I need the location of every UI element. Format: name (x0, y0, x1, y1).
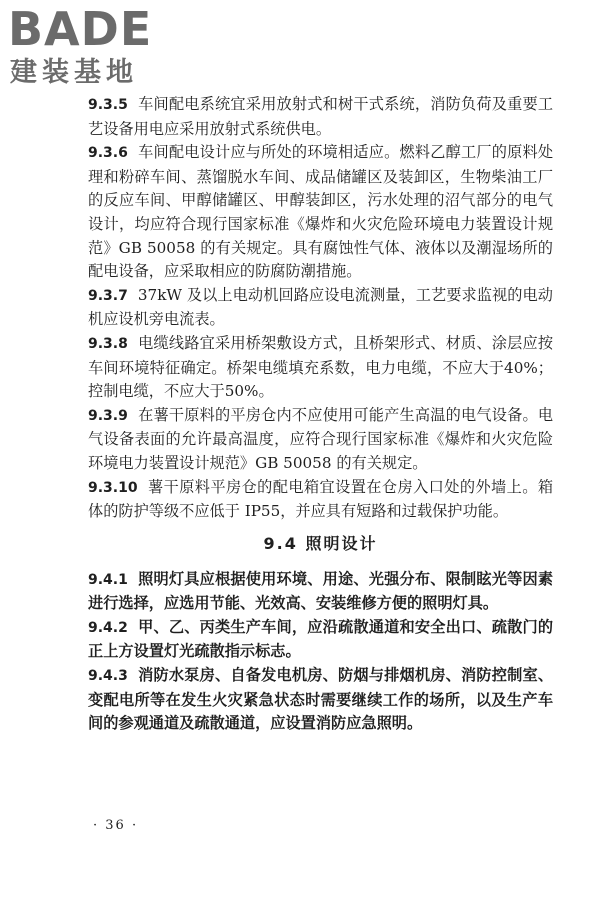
clause-number: 9.3.10 (88, 479, 138, 496)
clause-text: 消防水泵房、自备发电机房、防烟与排烟机房、消防控制室、变配电所等在发生火灾紧急状态时需要继续工作的场所，以及生产车间的参观通道及疏散通道，应设置消防应急照明。 (88, 666, 553, 733)
clause-text: 37kW 及以上电动机回路应设电流测量，工艺要求监视的电动机应设机旁电流表。 (88, 285, 553, 329)
clause-number: 9.3.7 (88, 287, 128, 304)
clause-number: 9.3.8 (88, 335, 128, 352)
clause-text: 电缆线路宜采用桥架敷设方式，且桥架形式、材质、涂层应按车间环境特征确定。桥架电缆填充系数，电力电缆，不应大于40%；控制电缆，不应大于50%。 (88, 333, 553, 401)
clause-number: 9.3.5 (88, 97, 128, 113)
clause-9-4-1 (88, 568, 553, 616)
clause-9-4-3 (88, 664, 553, 736)
clause-9-3-10 (88, 476, 553, 524)
clause-text: 甲、乙、丙类生产车间，应沿疏散通道和安全出口、疏散门的正上方设置灯光疏散指示标志。 (88, 617, 553, 661)
clause-text: 车间配电系统宜采用放射式和树干式系统，消防负荷及重要工艺设备用电应采用放射式系统供电。 (88, 95, 553, 138)
clause-text: 薯干原料平房仓的配电箱宜设置在仓房入口处的外墙上。箱体的防护等级不应低于 IP55，并应具有短路和过载保护功能。 (88, 477, 553, 521)
clause-text: 在薯干原料的平房仓内不应使用可能产生高温的电气设备。电气设备表面的允许最高温度，应符合现行国家标准《爆炸和火灾危险环境电力装置设计规范》GB 50058 的有关规定。 (88, 405, 553, 472)
clause-9-3-7 (88, 284, 553, 332)
page-number: · 36 · (93, 818, 139, 833)
clause-number: 9.4.1 (88, 571, 128, 588)
clause-9-3-9 (88, 404, 553, 476)
clause-9-3-8 (88, 332, 553, 404)
clause-text: 车间配电设计应与所处的环境相适应。燃料乙醇工厂的原料处理和粉碎车间、蒸馏脱水车间、成品储罐区及装卸区，生物柴油工厂的反应车间、甲醇储罐区、甲醇装卸区，污水处理的沼气部分的电气设计，均应符合现行国家标准《爆炸和火灾危险环境电力装置设计规范》GB 50058 的有关规定。具有腐蚀性气体、液体以及潮湿场所的配电设备，应采取相应的防腐防潮措施。 (88, 143, 553, 281)
clause-9-4-2 (88, 616, 553, 664)
clause-number: 9.4.3 (88, 668, 128, 685)
clause-number: 9.3.9 (88, 407, 128, 424)
clause-number: 9.4.2 (88, 619, 128, 636)
logo-wordmark: BADE (8, 2, 153, 56)
clause-9-3-5 (88, 93, 553, 141)
logo-subtitle: 建装基地 (10, 57, 138, 88)
clause-text: 照明灯具应根据使用环境、用途、光强分布、限制眩光等因素进行选择，应选用节能、光效高、安装维修方便的照明灯具。 (88, 569, 553, 613)
clause-number: 9.3.6 (88, 145, 128, 162)
logo (8, 4, 178, 92)
clause-9-3-6 (88, 141, 553, 284)
document-body (88, 93, 553, 736)
section-title-9-4: 9.4 照明设计 (263, 533, 378, 553)
